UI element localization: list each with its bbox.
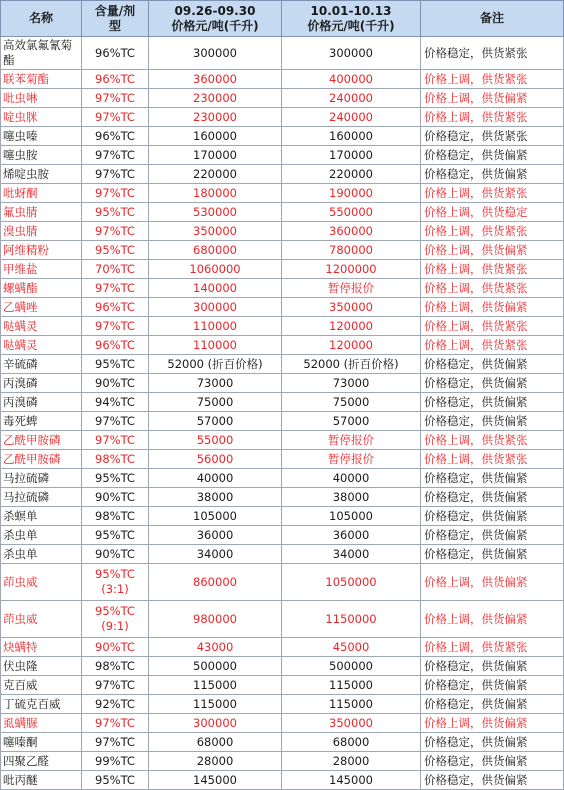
table-row [1, 127, 564, 146]
cell-spec: 70%TC [82, 260, 149, 279]
cell-spec: 95%TC [82, 355, 149, 374]
cell-note: 价格稳定，供货偏紧 [421, 526, 564, 545]
cell-price-period-2: 28000 [282, 752, 421, 771]
cell-spec: 95%TC [82, 241, 149, 260]
cell-name: 杀虫单 [1, 526, 82, 545]
cell-price-period-2: 190000 [282, 184, 421, 203]
table-row [1, 241, 564, 260]
table-row [1, 89, 564, 108]
cell-note: 价格稳定，供货偏紧 [421, 374, 564, 393]
cell-price-period-1: 55000 [149, 431, 282, 450]
table-row [1, 488, 564, 507]
cell-price-period-1: 230000 [149, 89, 282, 108]
cell-spec: 96%TC [82, 127, 149, 146]
header-row [1, 1, 564, 37]
table-row [1, 298, 564, 317]
cell-price-period-1: 56000 [149, 450, 282, 469]
cell-price-period-1: 170000 [149, 146, 282, 165]
cell-price-period-2: 240000 [282, 108, 421, 127]
cell-name: 辛硫磷 [1, 355, 82, 374]
cell-price-period-2: 52000 (折百价格) [282, 355, 421, 374]
cell-price-period-1: 860000 [149, 564, 282, 601]
cell-note: 价格稳定，供货偏紧 [421, 657, 564, 676]
cell-spec: 97%TC [82, 89, 149, 108]
table-row [1, 203, 564, 222]
table-row [1, 545, 564, 564]
cell-spec: 97%TC [82, 222, 149, 241]
cell-price-period-1: 75000 [149, 393, 282, 412]
cell-name: 哒螨灵 [1, 336, 82, 355]
cell-name: 丁硫克百威 [1, 695, 82, 714]
cell-note: 价格稳定，供货偏紧 [421, 469, 564, 488]
cell-spec: 95%TC [82, 469, 149, 488]
cell-name: 螺螨酯 [1, 279, 82, 298]
cell-price-period-1: 110000 [149, 317, 282, 336]
cell-name: 克百威 [1, 676, 82, 695]
cell-price-period-1: 300000 [149, 298, 282, 317]
cell-spec: 98%TC [82, 450, 149, 469]
cell-spec: 97%TC [82, 108, 149, 127]
cell-price-period-1: 105000 [149, 507, 282, 526]
cell-name: 马拉硫磷 [1, 488, 82, 507]
cell-name: 杀螟单 [1, 507, 82, 526]
cell-price-period-2: 350000 [282, 298, 421, 317]
cell-spec-ratio: (3:1) [101, 582, 129, 596]
cell-price-period-2: 暂停报价 [282, 431, 421, 450]
cell-price-period-1: 57000 [149, 412, 282, 431]
cell-spec: 98%TC [82, 657, 149, 676]
cell-name: 毒死蜱 [1, 412, 82, 431]
cell-spec: 97%TC [82, 184, 149, 203]
table-row [1, 507, 564, 526]
cell-name: 高效氯氟氰菊酯 [1, 37, 82, 70]
cell-name: 噻嗪酮 [1, 733, 82, 752]
cell-name: 哒螨灵 [1, 317, 82, 336]
cell-note: 价格上调，供货偏紧 [421, 714, 564, 733]
cell-price-period-1: 115000 [149, 695, 282, 714]
cell-price-period-2: 350000 [282, 714, 421, 733]
cell-name: 茚虫威 [1, 601, 82, 638]
cell-spec: 97%TC [82, 733, 149, 752]
cell-price-period-2: 170000 [282, 146, 421, 165]
cell-price-period-1: 28000 [149, 752, 282, 771]
cell-price-period-1: 115000 [149, 676, 282, 695]
cell-price-period-1: 1060000 [149, 260, 282, 279]
table-row [1, 564, 564, 601]
table-row [1, 184, 564, 203]
table-row [1, 336, 564, 355]
cell-price-period-2: 780000 [282, 241, 421, 260]
cell-note: 价格上调，供货紧张 [421, 70, 564, 89]
cell-note: 价格稳定，供货偏紧 [421, 545, 564, 564]
cell-price-period-2: 115000 [282, 695, 421, 714]
cell-note: 价格上调，供货紧张 [421, 222, 564, 241]
cell-spec: 97%TC [82, 431, 149, 450]
cell-spec: 97%TC [82, 317, 149, 336]
table-row [1, 638, 564, 657]
cell-price-period-2: 73000 [282, 374, 421, 393]
table-row [1, 393, 564, 412]
cell-price-period-2: 120000 [282, 317, 421, 336]
table-row [1, 431, 564, 450]
table-row [1, 108, 564, 127]
cell-name: 吡丙醚 [1, 771, 82, 790]
cell-name: 杀虫单 [1, 545, 82, 564]
cell-name: 吡蚜酮 [1, 184, 82, 203]
cell-price-period-1: 360000 [149, 70, 282, 89]
cell-spec: 95%TC [82, 526, 149, 545]
cell-name: 噻虫胺 [1, 146, 82, 165]
cell-note: 价格上调，供货紧张 [421, 336, 564, 355]
cell-name: 吡虫啉 [1, 89, 82, 108]
cell-name: 联苯菊酯 [1, 70, 82, 89]
cell-note: 价格上调，供货稳定 [421, 203, 564, 222]
table-row [1, 714, 564, 733]
cell-name: 乙螨唑 [1, 298, 82, 317]
cell-note: 价格稳定，供货偏紧 [421, 165, 564, 184]
cell-name: 伏虫隆 [1, 657, 82, 676]
cell-spec: 95%TC [82, 771, 149, 790]
cell-note: 价格稳定，供货紧张 [421, 37, 564, 70]
cell-note: 价格上调，供货紧张 [421, 279, 564, 298]
cell-price-period-1: 38000 [149, 488, 282, 507]
cell-price-period-2: 500000 [282, 657, 421, 676]
cell-name: 炔螨特 [1, 638, 82, 657]
cell-spec-content: 95%TC [95, 567, 135, 581]
table-row [1, 222, 564, 241]
cell-spec: 97%TC [82, 676, 149, 695]
cell-spec: 97%TC [82, 279, 149, 298]
table-row [1, 676, 564, 695]
cell-price-period-2: 75000 [282, 393, 421, 412]
cell-price-period-1: 140000 [149, 279, 282, 298]
cell-price-period-1: 220000 [149, 165, 282, 184]
cell-name: 茚虫威 [1, 564, 82, 601]
cell-note: 价格稳定，供货偏紧 [421, 676, 564, 695]
cell-spec: 90%TC [82, 638, 149, 657]
cell-price-period-2: 550000 [282, 203, 421, 222]
cell-price-period-2: 68000 [282, 733, 421, 752]
cell-note: 价格稳定，供货偏紧 [421, 146, 564, 165]
cell-spec: 94%TC [82, 393, 149, 412]
cell-note: 价格上调，供货紧张 [421, 260, 564, 279]
cell-note: 价格上调，供货偏紧 [421, 241, 564, 260]
table-row [1, 146, 564, 165]
table-row [1, 412, 564, 431]
table-row [1, 526, 564, 545]
cell-note: 价格稳定，供货偏紧 [421, 393, 564, 412]
cell-price-period-2: 400000 [282, 70, 421, 89]
cell-price-period-1: 350000 [149, 222, 282, 241]
cell-price-period-2: 40000 [282, 469, 421, 488]
cell-note: 价格上调，供货紧张 [421, 638, 564, 657]
table-row [1, 279, 564, 298]
cell-name: 溴虫腈 [1, 222, 82, 241]
cell-name: 烯啶虫胺 [1, 165, 82, 184]
table-row [1, 450, 564, 469]
cell-name: 马拉硫磷 [1, 469, 82, 488]
cell-spec: 97%TC [82, 714, 149, 733]
cell-name: 氟虫腈 [1, 203, 82, 222]
cell-note: 价格上调，供货紧张 [421, 431, 564, 450]
cell-name: 噻虫嗪 [1, 127, 82, 146]
cell-price-period-1: 36000 [149, 526, 282, 545]
table-row [1, 355, 564, 374]
cell-spec: 96%TC [82, 336, 149, 355]
cell-price-period-2: 145000 [282, 771, 421, 790]
cell-price-period-1: 500000 [149, 657, 282, 676]
cell-note: 价格上调，供货偏紧 [421, 601, 564, 638]
cell-name: 乙酰甲胺磷 [1, 431, 82, 450]
cell-note: 价格稳定，供货偏紧 [421, 752, 564, 771]
cell-name: 丙溴磷 [1, 374, 82, 393]
cell-name: 四聚乙醛 [1, 752, 82, 771]
cell-price-period-1: 230000 [149, 108, 282, 127]
header-name: 名称 [1, 1, 82, 37]
table-body [1, 37, 564, 790]
table-row [1, 733, 564, 752]
table-row [1, 165, 564, 184]
cell-price-period-2: 45000 [282, 638, 421, 657]
cell-price-period-2: 160000 [282, 127, 421, 146]
table-row [1, 695, 564, 714]
cell-note: 价格稳定，供货偏紧 [421, 355, 564, 374]
cell-note: 价格稳定，供货偏紧 [421, 695, 564, 714]
cell-name: 阿维精粉 [1, 241, 82, 260]
cell-price-period-1: 300000 [149, 37, 282, 70]
cell-note: 价格上调，供货紧张 [421, 317, 564, 336]
cell-price-period-2: 220000 [282, 165, 421, 184]
cell-spec-ratio: (9:1) [101, 619, 129, 633]
cell-price-period-1: 68000 [149, 733, 282, 752]
cell-spec [82, 601, 149, 638]
cell-spec: 97%TC [82, 146, 149, 165]
cell-price-period-2: 57000 [282, 412, 421, 431]
cell-spec-content: 95%TC [95, 604, 135, 618]
cell-price-period-2: 1150000 [282, 601, 421, 638]
cell-note: 价格稳定，供货偏紧 [421, 488, 564, 507]
cell-price-period-2: 暂停报价 [282, 279, 421, 298]
table-row [1, 752, 564, 771]
header-spec: 含量/剂 型 [82, 1, 149, 37]
table-row [1, 317, 564, 336]
cell-spec: 90%TC [82, 374, 149, 393]
table-row [1, 37, 564, 70]
table-row [1, 70, 564, 89]
cell-price-period-1: 73000 [149, 374, 282, 393]
cell-spec: 98%TC [82, 507, 149, 526]
cell-note: 价格稳定，供货偏紧 [421, 733, 564, 752]
cell-price-period-1: 52000 (折百价格) [149, 355, 282, 374]
cell-price-period-2: 300000 [282, 37, 421, 70]
cell-name: 虱螨脲 [1, 714, 82, 733]
cell-price-period-1: 34000 [149, 545, 282, 564]
cell-note: 价格上调，供货偏紧 [421, 564, 564, 601]
table-row [1, 374, 564, 393]
table-row [1, 469, 564, 488]
cell-price-period-2: 38000 [282, 488, 421, 507]
cell-name: 丙溴磷 [1, 393, 82, 412]
cell-spec [82, 564, 149, 601]
cell-spec: 92%TC [82, 695, 149, 714]
cell-price-period-2: 105000 [282, 507, 421, 526]
table-header [1, 1, 564, 37]
cell-note: 价格上调，供货紧张 [421, 450, 564, 469]
cell-price-period-2: 34000 [282, 545, 421, 564]
cell-price-period-1: 160000 [149, 127, 282, 146]
cell-name: 甲维盐 [1, 260, 82, 279]
cell-name: 啶虫脒 [1, 108, 82, 127]
cell-price-period-2: 120000 [282, 336, 421, 355]
cell-note: 价格稳定，供货偏紧 [421, 412, 564, 431]
cell-price-period-1: 680000 [149, 241, 282, 260]
cell-price-period-1: 110000 [149, 336, 282, 355]
cell-note: 价格稳定，供货偏紧 [421, 507, 564, 526]
table-row [1, 771, 564, 790]
header-note: 备注 [421, 1, 564, 37]
cell-price-period-2: 36000 [282, 526, 421, 545]
table-row [1, 601, 564, 638]
cell-price-period-1: 43000 [149, 638, 282, 657]
cell-spec: 96%TC [82, 37, 149, 70]
cell-spec: 97%TC [82, 412, 149, 431]
cell-price-period-2: 1200000 [282, 260, 421, 279]
cell-spec: 99%TC [82, 752, 149, 771]
header-period-1: 09.26-09.30 价格元/吨(千升) [149, 1, 282, 37]
cell-note: 价格稳定，供货紧张 [421, 127, 564, 146]
cell-spec: 95%TC [82, 203, 149, 222]
cell-spec: 96%TC [82, 70, 149, 89]
cell-note: 价格上调，供货偏紧 [421, 89, 564, 108]
cell-price-period-1: 530000 [149, 203, 282, 222]
cell-note: 价格上调，供货紧张 [421, 108, 564, 127]
cell-note: 价格稳定，供货偏紧 [421, 771, 564, 790]
cell-price-period-2: 240000 [282, 89, 421, 108]
cell-price-period-1: 180000 [149, 184, 282, 203]
cell-price-period-1: 145000 [149, 771, 282, 790]
cell-spec: 90%TC [82, 545, 149, 564]
cell-price-period-2: 360000 [282, 222, 421, 241]
table-row [1, 260, 564, 279]
cell-note: 价格上调，供货偏紧 [421, 298, 564, 317]
table-row [1, 657, 564, 676]
cell-price-period-2: 暂停报价 [282, 450, 421, 469]
cell-spec: 96%TC [82, 298, 149, 317]
cell-spec: 97%TC [82, 165, 149, 184]
cell-note: 价格上调，供货紧张 [421, 184, 564, 203]
cell-price-period-2: 115000 [282, 676, 421, 695]
header-period-2: 10.01-10.13 价格元/吨(千升) [282, 1, 421, 37]
cell-price-period-1: 40000 [149, 469, 282, 488]
cell-name: 乙酰甲胺磷 [1, 450, 82, 469]
cell-price-period-1: 980000 [149, 601, 282, 638]
cell-spec: 90%TC [82, 488, 149, 507]
cell-price-period-2: 1050000 [282, 564, 421, 601]
cell-price-period-1: 300000 [149, 714, 282, 733]
